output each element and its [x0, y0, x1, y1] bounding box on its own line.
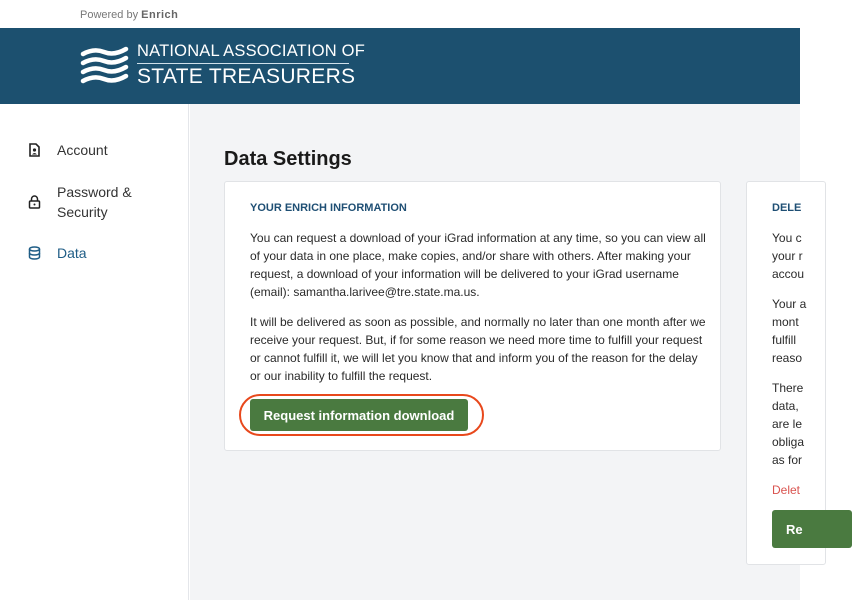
powered-by: Powered by Enrich — [80, 9, 179, 21]
header — [0, 28, 800, 104]
logo-text-line1: NATIONAL ASSOCIATION OF — [137, 42, 365, 60]
card-paragraph: There data, are le obliga as for — [772, 381, 805, 467]
sidebar-item-password-security[interactable] — [27, 182, 132, 222]
lock-icon — [27, 195, 41, 209]
sidebar-item-label: Password & — [57, 184, 132, 200]
waves-logo-icon — [80, 46, 128, 88]
card-heading: YOUR ENRICH INFORMATION — [250, 202, 407, 214]
account-icon — [27, 143, 41, 157]
page-title: Data Settings — [224, 148, 352, 170]
sidebar-item-label: Data — [57, 245, 87, 261]
logo-text-line2: STATE TREASURERS — [137, 65, 356, 88]
card-paragraph: You c your r accou — [772, 231, 805, 281]
delete-account-card — [746, 181, 826, 565]
request-delete-button[interactable]: Re — [772, 510, 852, 548]
card-paragraph: It will be delivered as soon as possible, and normally no later than one month after we receive your request. But, if for some reason we need more time to fulfill your request or cannot fulfill it, we will let you know that and inform you of the reason for the delay or our inability to fulfill the request. — [250, 315, 706, 383]
enrich-information-card — [224, 181, 721, 451]
sidebar-item-account[interactable] — [27, 142, 108, 158]
enrich-logo: Enrich — [141, 9, 179, 21]
card-paragraph: You can request a download of your iGrad information at any time, so you can view all of your data in one place, make copies, and/or share with others. After making your request, a download of your information will be delivered to your iGrad username (email): samantha.larivee@tre.state.ma.us. — [250, 231, 706, 299]
sidebar-item-data[interactable] — [27, 245, 87, 261]
delete-link[interactable]: Delet — [772, 483, 801, 497]
top-bar — [0, 0, 800, 28]
card-paragraph: Your a mont fulfill reaso — [772, 297, 807, 365]
sidebar-item-label: Account — [57, 142, 108, 158]
database-icon — [27, 246, 41, 260]
request-information-download-button[interactable]: Request information download — [250, 399, 468, 431]
card-heading: DELE — [772, 202, 802, 214]
sidebar — [0, 104, 189, 600]
main-content — [190, 104, 807, 600]
logo-divider — [137, 63, 349, 64]
sidebar-item-label: Security — [57, 204, 108, 220]
